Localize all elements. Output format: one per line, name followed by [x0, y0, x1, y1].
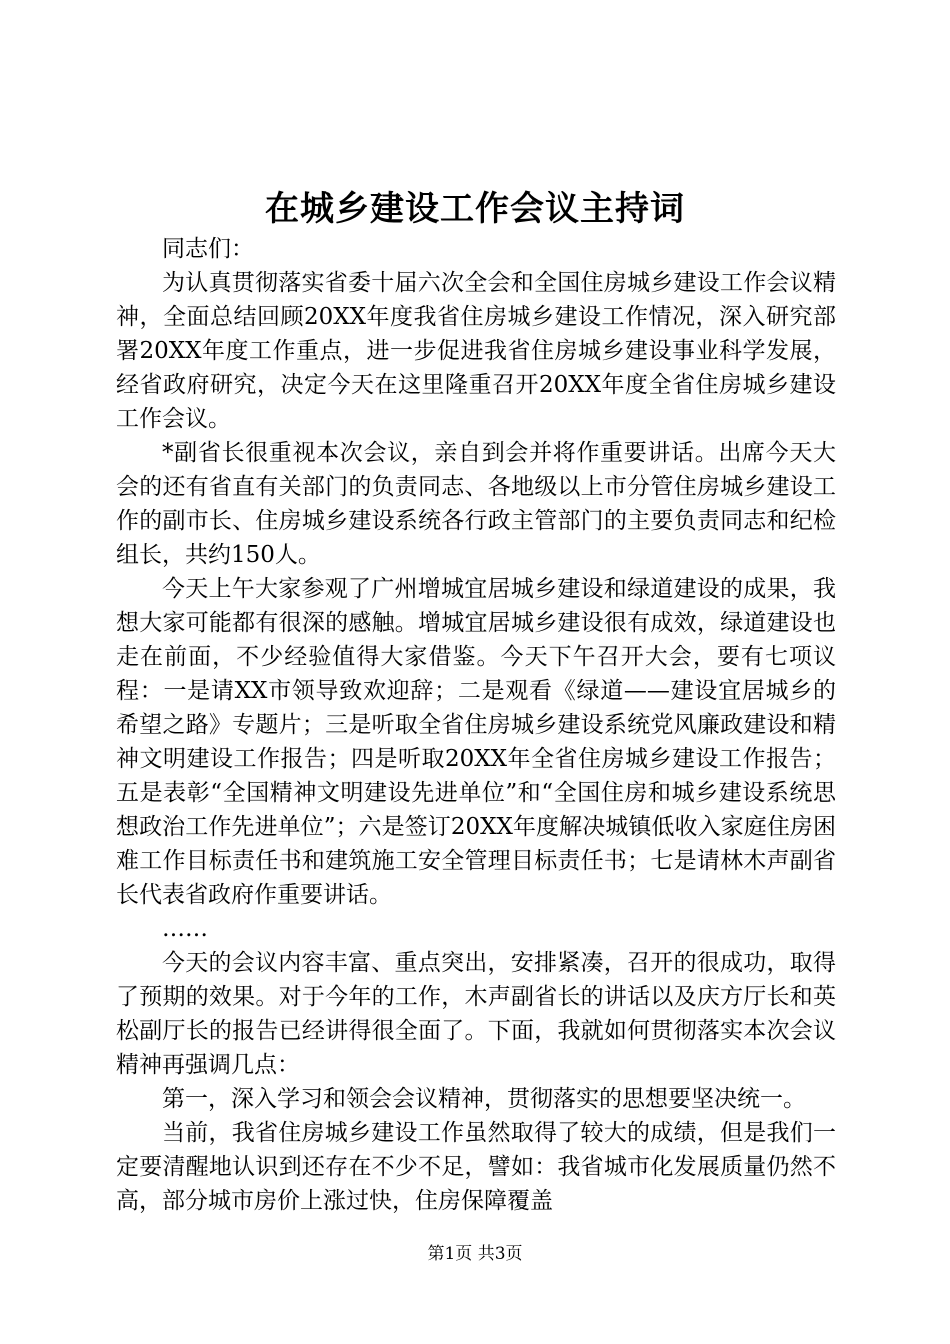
- page-footer: 第1页 共3页: [427, 1244, 523, 1264]
- paragraph-5: 第一，深入学习和领会会议精神，贯彻落实的思想要坚决统一。: [162, 1086, 806, 1112]
- ellipsis-paragraph: ……: [162, 916, 208, 942]
- paragraph-2: *副省长很重视本次会议，亲自到会并将作重要讲话。出席今天大会的还有省直有关部门的负责同志、各地级以上市分管住房城乡建设工作的副市长、住房城乡建设系统各行政主管部门的主要负责同志和纪检组长，共约150人。: [116, 440, 836, 568]
- salutation: 同志们：: [162, 236, 254, 262]
- paragraph-4: 今天的会议内容丰富、重点突出，安排紧凑，召开的很成功，取得了预期的效果。对于今年的工作，木声副省长的讲话以及庆方厅长和英松副厅长的报告已经讲得很全面了。下面，我就如何贯彻落实本次会议精神再强调几点：: [116, 950, 836, 1078]
- paragraph-3: 今天上午大家参观了广州增城宜居城乡建设和绿道建设的成果，我想大家可能都有很深的感触。增城宜居城乡建设很有成效，绿道建设也走在前面，不少经验值得大家借鉴。今天下午召开大会，要有七项议程：一是请XX市领导致欢迎辞；二是观看《绿道——建设宜居城乡的希望之路》专题片；三是听取全省住房城乡建设系统党风廉政建设和精神文明建设工作报告；四是听取20XX年全省住房城乡建设工作报告；五是表彰“全国精神文明建设先进单位”和“全国住房和城乡建设系统思想政治工作先进单位”；六是签订20XX年度解决城镇低收入家庭住房困难工作目标责任书和建筑施工安全管理目标责任书；七是请林木声副省长代表省政府作重要讲话。: [116, 576, 836, 908]
- paragraph-1: 为认真贯彻落实省委十届六次全会和全国住房城乡建设工作会议精神，全面总结回顾20XX年度我省住房城乡建设工作情况，深入研究部署20XX年度工作重点，进一步促进我省住房城乡建设事业科学发展，经省政府研究，决定今天在这里隆重召开20XX年度全省住房城乡建设工作会议。: [116, 270, 836, 432]
- document-title: 在城乡建设工作会议主持词: [265, 189, 685, 229]
- document-body: [116, 232, 836, 1218]
- paragraph-6: 当前，我省住房城乡建设工作虽然取得了较大的成绩，但是我们一定要清醒地认识到还存在不少不足，譬如：我省城市化发展质量仍然不高，部分城市房价上涨过快，住房保障覆盖: [116, 1120, 836, 1214]
